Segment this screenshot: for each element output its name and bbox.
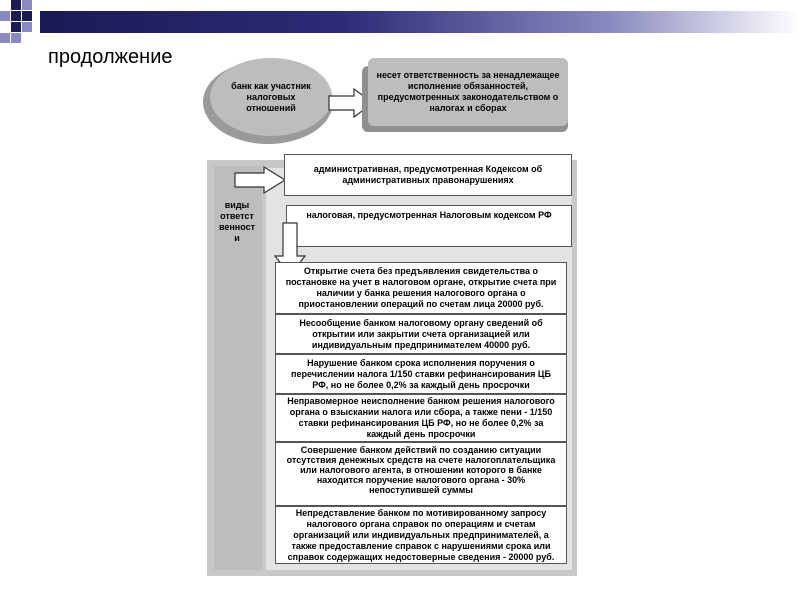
violation-text-3: Нарушение банком срока исполнения поручения о перечислении налога 1/150 ставки рефинансирования ЦБ РФ, но не более 0,2% за каждый день просрочки <box>291 357 551 390</box>
decor-square-1 <box>11 0 21 10</box>
violation-box-2 <box>275 314 567 354</box>
violation-text-1: Открытие счета без предъявления свидетельства о постановке на учет в налоговом органе, открытие счета при наличии у банка решения налогового органа о приостановлении операций по счетам лица 20000 руб. <box>285 266 557 309</box>
decor-square-4 <box>11 11 21 21</box>
slide-title: продолжение <box>48 46 173 68</box>
violation-box-4 <box>275 394 567 442</box>
violation-box-5 <box>275 442 567 506</box>
responsibility-box <box>368 58 568 126</box>
decor-square-7 <box>22 22 32 32</box>
decor-square-3 <box>0 11 10 21</box>
responsibility-text: несет ответственность за ненадлежащее исполнение обязанностей, предусмотренных законодательством о налогах и сборах <box>376 70 560 113</box>
admin-text: административная, предусмотренная Кодексом об административных правонарушениях <box>313 164 543 185</box>
decor-square-8 <box>0 33 10 43</box>
tax-box <box>286 205 572 247</box>
violation-text-2: Несообщение банком налоговому органу сведений об открытии или закрытии счета организацией или индивидуальным предпринимателем 40000 руб. <box>299 317 543 350</box>
tax-text: налоговая, предусмотренная Налоговым кодексом РФ <box>306 210 552 220</box>
decor-square-9 <box>11 33 21 43</box>
decor-square-6 <box>11 22 21 32</box>
arrow-right-2 <box>234 166 286 194</box>
violation-text-6: Непредставление банком по мотивированному запросу налогового органа справок по операциям и счетам организаций или индивидуальных предпринимателей, а также предоставление справок с нарушениями срока или справок содержащих недостоверные сведения - 20000 руб. <box>287 507 555 562</box>
violation-box-6 <box>275 506 567 564</box>
kinds-label: виды ответст венност и <box>218 200 256 243</box>
violation-box-1 <box>275 262 567 314</box>
violation-box-3 <box>275 354 567 394</box>
oval-node <box>210 58 332 136</box>
header-band <box>40 11 800 33</box>
oval-label: банк как участник налоговых отношений <box>231 80 311 113</box>
admin-box <box>284 154 572 196</box>
decor-square-5 <box>22 11 32 21</box>
violation-text-4: Неправомерное неисполнение банком решения налогового органа о взыскании налога или сбора, а также пени - 1/150 ставки рефинансирования ЦБ РФ, но не более 0,2% за каждый день просрочки <box>287 396 555 439</box>
violation-text-5: Совершение банком действий по созданию ситуации отсутствия денежных средств на счете налогоплательщика или налогового агента, в отношении которого в банке находится поручение налогового органа - 30% непоступившей суммы <box>286 445 556 495</box>
decor-square-2 <box>22 0 32 10</box>
